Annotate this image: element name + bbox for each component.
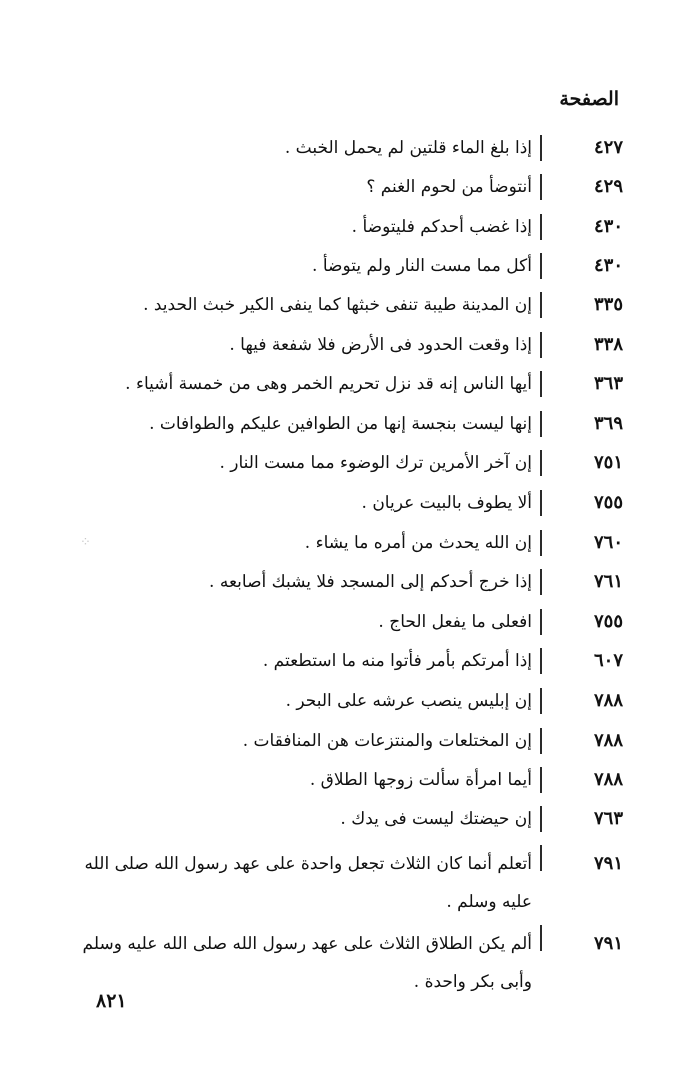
entry-page-number: ٧٩١: [593, 933, 623, 954]
entry-page-number: ٣٣٥: [593, 294, 623, 315]
index-entry: [0, 648, 675, 688]
entry-separator: [540, 925, 542, 951]
index-entry: [0, 569, 675, 609]
entry-page-number: ٧٦٣: [593, 808, 623, 829]
entry-separator: [540, 806, 542, 832]
entry-separator: [540, 214, 542, 240]
entry-page-number: ٧٦٠: [593, 532, 623, 553]
index-entry: [0, 609, 675, 649]
page-number: ٨٢١: [96, 990, 127, 1012]
entry-hadith-text: أكل مما مست النار ولم يتوضأ .: [312, 256, 532, 276]
entry-hadith-text: إن آخر الأمرين ترك الوضوء مما مست النار .: [219, 453, 532, 473]
entry-separator: [540, 688, 542, 714]
entry-page-number: ٧٨٨: [593, 769, 623, 790]
index-entry: [0, 371, 675, 411]
entry-hadith-text: إذا أمرتكم بأمر فأتوا منه ما استطعتم .: [262, 651, 532, 671]
entry-page-number: ٤٣٠: [593, 216, 623, 237]
entry-separator: [540, 292, 542, 318]
entry-hadith-text: إن المختلعات والمنتزعات هن المنافقات .: [242, 731, 532, 751]
entry-page-number: ٣٦٣: [593, 373, 623, 394]
entry-page-number: ٧٨٨: [593, 730, 623, 751]
index-entry: [0, 688, 675, 728]
entry-separator: [540, 845, 542, 871]
entry-hadith-text: إن الله يحدث من أمره ما يشاء .: [304, 533, 532, 553]
entry-hadith-text: أيما امرأة سألت زوجها الطلاق .: [309, 770, 532, 790]
entry-hadith-text: أنتوضأ من لحوم الغنم ؟: [366, 177, 532, 197]
entry-separator: [540, 569, 542, 595]
entry-page-number: ٤٣٠: [593, 255, 623, 276]
entry-separator: [540, 411, 542, 437]
entry-separator: [540, 530, 542, 556]
index-entry: [0, 728, 675, 768]
entry-page-number: ٧٥٥: [593, 611, 623, 632]
entry-hadith-text: إن إبليس ينصب عرشه على البحر .: [285, 691, 532, 711]
index-entry: [0, 174, 675, 214]
entry-separator: [540, 609, 542, 635]
entry-page-number: ٧٥٥: [593, 492, 623, 513]
index-entry: [0, 845, 675, 925]
entry-hadith-text: إذا بلغ الماء قلتين لم يحمل الخبث .: [284, 138, 532, 158]
index-entry: [0, 530, 675, 570]
entry-hadith-text: افعلى ما يفعل الحاج .: [378, 612, 532, 632]
entry-separator: [540, 371, 542, 397]
entry-hadith-text: إذا غضب أحدكم فليتوضأ .: [351, 217, 532, 237]
index-entry: [0, 806, 675, 846]
index-entry: [0, 767, 675, 807]
entry-separator: [540, 648, 542, 674]
index-entry: [0, 450, 675, 490]
entry-hadith-text: إن حيضتك ليست فى يدك .: [340, 809, 532, 829]
entry-hadith-text: إن المدينة طيبة تنفى خبثها كما ينفى الكير خبث الحديد .: [143, 295, 532, 315]
index-entry: [0, 135, 675, 175]
index-entry: [0, 490, 675, 530]
entry-separator: [540, 174, 542, 200]
entry-page-number: ٧٩١: [593, 853, 623, 874]
entry-page-number: ٦٠٧: [593, 650, 623, 671]
entry-page-number: ٧٨٨: [593, 690, 623, 711]
entry-hadith-text: إنها ليست بنجسة إنها من الطوافين عليكم والطوافات .: [149, 414, 532, 434]
index-entry: [0, 253, 675, 293]
index-entry: [0, 332, 675, 372]
entry-page-number: ٤٢٩: [593, 176, 623, 197]
entry-page-number: ٣٦٩: [593, 413, 623, 434]
paper-speck: ⁘: [80, 535, 91, 550]
entry-hadith-text: إذا خرج أحدكم إلى المسجد فلا يشبك أصابعه .: [209, 572, 532, 592]
index-entry: [0, 292, 675, 332]
entry-separator: [540, 253, 542, 279]
entry-separator: [540, 450, 542, 476]
entry-page-number: ٤٢٧: [593, 137, 623, 158]
entry-hadith-text: ألا يطوف بالبيت عريان .: [361, 493, 532, 513]
index-entry: [0, 214, 675, 254]
entry-page-number: ٣٣٨: [593, 334, 623, 355]
entry-separator: [540, 332, 542, 358]
entry-hadith-text: أيها الناس إنه قد نزل تحريم الخمر وهى من خمسة أشياء .: [125, 374, 532, 394]
page-column-header: الصفحة: [559, 88, 619, 110]
entry-separator: [540, 135, 542, 161]
entry-separator: [540, 490, 542, 516]
entry-hadith-text: إذا وقعت الحدود فى الأرض فلا شفعة فيها .: [229, 335, 532, 355]
index-entry: [0, 411, 675, 451]
entry-hadith-text: أتعلم أنما كان الثلاث تجعل واحدة على عهد رسول الله صلى الله عليه وسلم .: [84, 854, 532, 912]
entry-page-number: ٧٥١: [593, 452, 623, 473]
entry-separator: [540, 728, 542, 754]
entry-page-number: ٧٦١: [593, 571, 623, 592]
entry-hadith-text: ألم يكن الطلاق الثلاث على عهد رسول الله صلى الله عليه وسلم وأبى بكر واحدة .: [82, 934, 532, 992]
entry-separator: [540, 767, 542, 793]
